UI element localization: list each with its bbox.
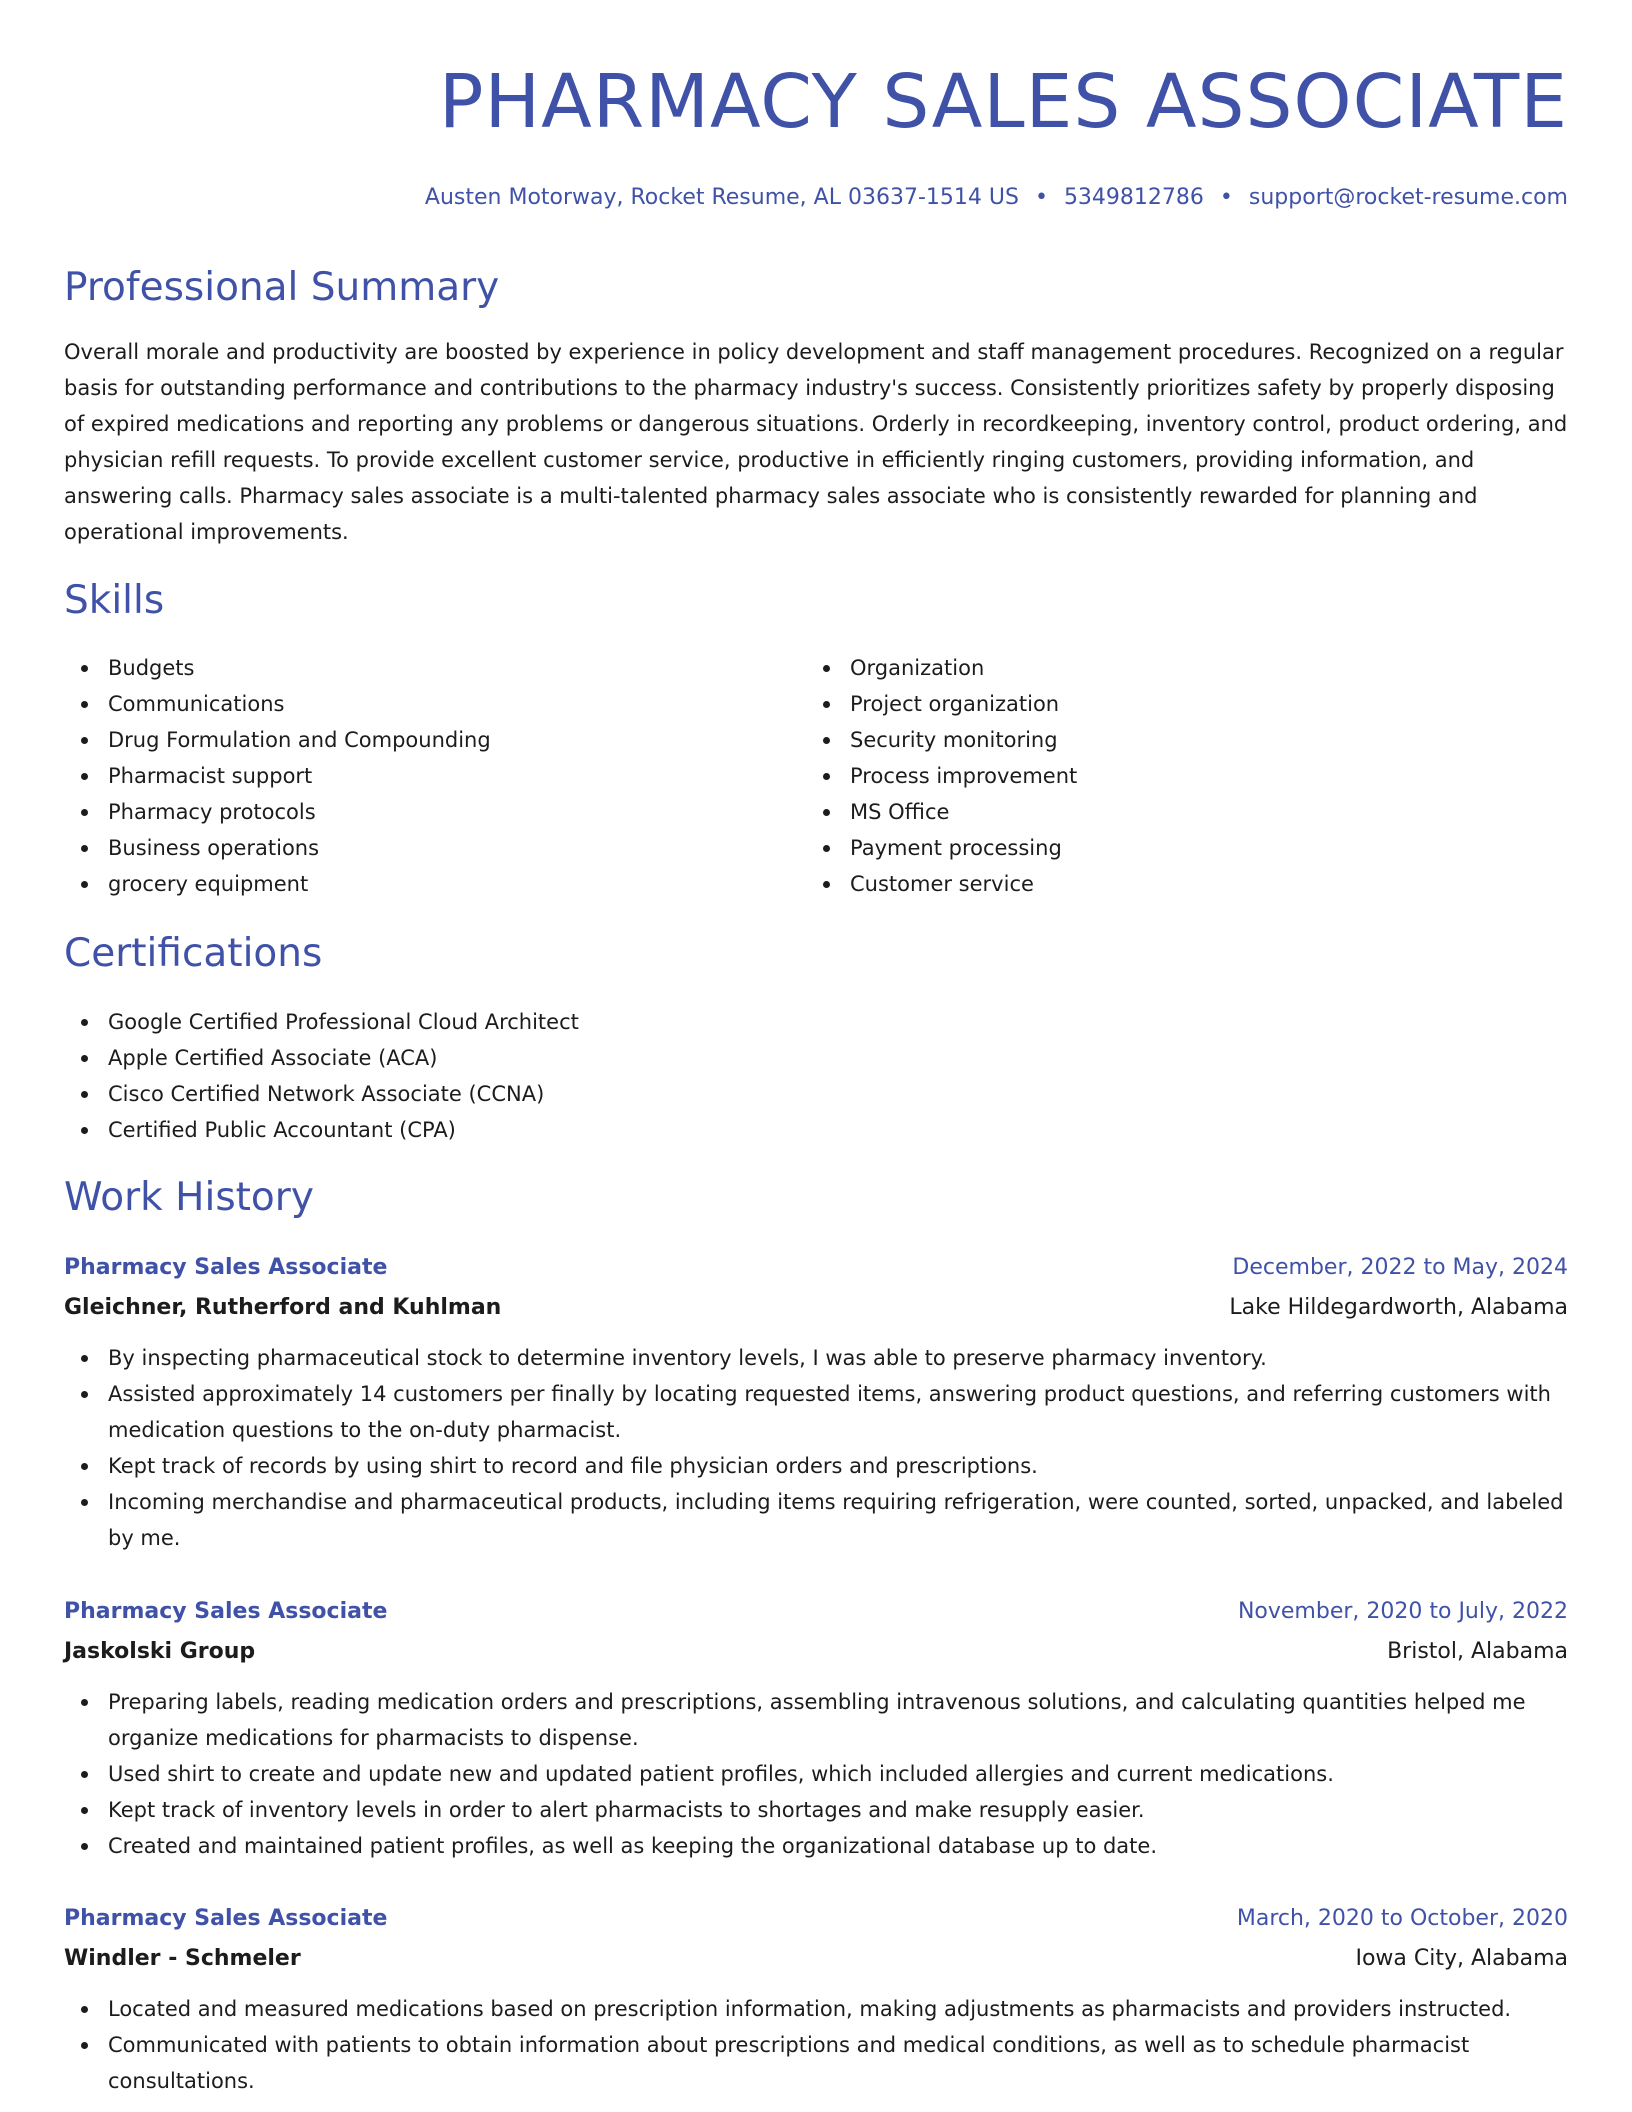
summary-heading: Professional Summary	[64, 265, 500, 310]
job-bullets	[64, 1340, 1568, 1556]
job-location: Lake Hildegardworth, Alabama	[1229, 1295, 1568, 1320]
job-bullet: Located and measured medications based on prescription information, making adjustments as pharmacists and providers instructed.	[64, 1991, 1568, 2027]
skill-item: Process improvement	[806, 758, 1506, 794]
contact-line	[425, 182, 1568, 214]
job-bullet: Kept track of inventory levels in order to alert pharmacists to shortages and make resupply easier.	[64, 1792, 1568, 1828]
skill-item: Business operations	[64, 830, 764, 866]
skill-item: Customer service	[806, 866, 1506, 902]
job-company: Windler - Schmeler	[64, 1946, 301, 1971]
skill-item: Payment processing	[806, 830, 1506, 866]
job-header-row	[64, 1592, 1568, 1632]
job-location: Bristol, Alabama	[1387, 1639, 1568, 1664]
job-entry	[64, 1899, 1568, 2099]
resume-title: PHARMACY SALES ASSOCIATE	[438, 59, 1568, 145]
skill-item: MS Office	[806, 794, 1506, 830]
skill-item: grocery equipment	[64, 866, 764, 902]
skill-item: Project organization	[806, 686, 1506, 722]
job-dates: December, 2022 to May, 2024	[1232, 1255, 1568, 1280]
job-company-row	[64, 1632, 1568, 1672]
job-company: Jaskolski Group	[64, 1639, 256, 1664]
skill-item: Security monitoring	[806, 722, 1506, 758]
work-history-heading: Work History	[64, 1175, 314, 1220]
skills-column-left	[64, 650, 764, 902]
certification-item: Apple Certified Associate (ACA)	[64, 1040, 1568, 1076]
summary-text: Overall morale and productivity are boosted by experience in policy development and staff management procedures. Recognized on a regular basis for outstanding performance and contributions to the pharmacy industry's success. Consistently prioritizes safety by properly disposing of expired medications and reporting any problems or dangerous situations. Orderly in recordkeeping, inventory control, product ordering, and physician refill requests. To provide excellent customer service, productive in efficiently ringing customers, providing information, and answering calls. Pharmacy sales associate is a multi-talented pharmacy sales associate who is consistently rewarded for planning and operational improvements.	[64, 340, 1568, 544]
skill-item: Pharmacist support	[64, 758, 764, 794]
skill-item: Communications	[64, 686, 764, 722]
skill-item: Budgets	[64, 650, 764, 686]
certifications-heading: Certifications	[64, 931, 323, 976]
job-header-row	[64, 1248, 1568, 1288]
skills-heading: Skills	[64, 578, 165, 623]
job-bullets	[64, 1684, 1568, 1864]
contact-separator: •	[1219, 185, 1233, 210]
job-title: Pharmacy Sales Associate	[64, 1599, 388, 1624]
skills-list-right	[806, 650, 1506, 902]
job-bullet: Kept track of records by using shirt to record and file physician orders and prescriptions.	[64, 1448, 1568, 1484]
contact-separator: •	[1034, 185, 1048, 210]
job-title: Pharmacy Sales Associate	[64, 1906, 388, 1931]
certifications-section	[64, 1004, 1568, 1148]
skill-item: Pharmacy protocols	[64, 794, 764, 830]
job-bullets	[64, 1991, 1568, 2099]
job-bullet: Used shirt to create and update new and updated patient profiles, which included allergies and current medications.	[64, 1756, 1568, 1792]
job-dates: November, 2020 to July, 2022	[1237, 1599, 1568, 1624]
skills-list-left	[64, 650, 764, 902]
job-bullet: Incoming merchandise and pharmaceutical products, including items requiring refrigeration, were counted, sorted, unpacked, and labeled by me.	[64, 1484, 1568, 1556]
skill-item: Drug Formulation and Compounding	[64, 722, 764, 758]
job-bullet: Communicated with patients to obtain information about prescriptions and medical conditions, as well as to schedule pharmacist consultations.	[64, 2027, 1568, 2099]
job-company-row	[64, 1939, 1568, 1979]
certification-item: Cisco Certified Network Associate (CCNA)	[64, 1076, 1568, 1112]
job-header-row	[64, 1899, 1568, 1939]
job-company: Gleichner, Rutherford and Kuhlman	[64, 1295, 502, 1320]
job-location: Iowa City, Alabama	[1355, 1946, 1568, 1971]
job-entry	[64, 1592, 1568, 1864]
certification-item: Google Certified Professional Cloud Architect	[64, 1004, 1568, 1040]
contact-email[interactable]: support@rocket-resume.com	[1248, 185, 1568, 210]
contact-address: Austen Motorway, Rocket Resume, AL 03637-1514 US	[424, 185, 1019, 210]
certifications-list	[64, 1004, 1568, 1148]
job-entry	[64, 1248, 1568, 1556]
skill-item: Organization	[806, 650, 1506, 686]
job-bullet: Preparing labels, reading medication orders and prescriptions, assembling intravenous solutions, and calculating quantities helped me organize medications for pharmacists to dispense.	[64, 1684, 1568, 1756]
certification-item: Certified Public Accountant (CPA)	[64, 1112, 1568, 1148]
job-dates: March, 2020 to October, 2020	[1236, 1906, 1568, 1931]
job-bullet: Created and maintained patient profiles, as well as keeping the organizational database up to date.	[64, 1828, 1568, 1864]
contact-phone: 5349812786	[1063, 185, 1204, 210]
job-company-row	[64, 1288, 1568, 1328]
job-bullet: Assisted approximately 14 customers per finally by locating requested items, answering product questions, and referring customers with medication questions to the on-duty pharmacist.	[64, 1376, 1568, 1448]
job-title: Pharmacy Sales Associate	[64, 1255, 388, 1280]
skills-column-right	[806, 650, 1506, 902]
job-bullet: By inspecting pharmaceutical stock to determine inventory levels, I was able to preserve pharmacy inventory.	[64, 1340, 1568, 1376]
